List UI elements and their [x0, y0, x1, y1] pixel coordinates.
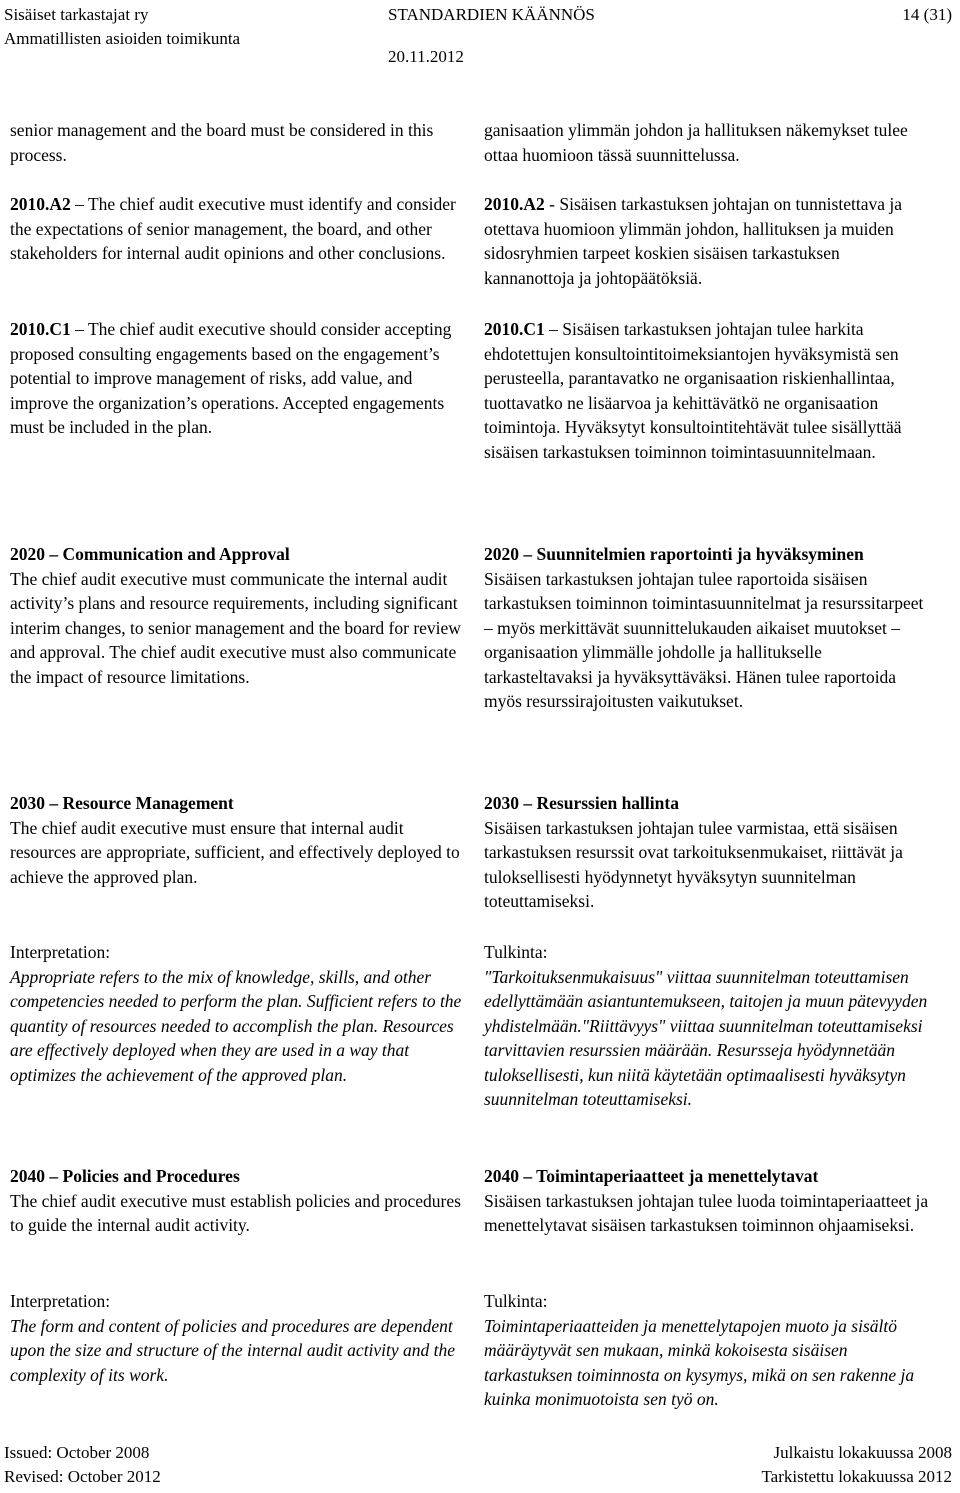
footer-revised: Revised: October 2012 [4, 1467, 161, 1486]
finnish-column [484, 0, 950, 1440]
header-organization: Sisäiset tarkastajat ry [4, 5, 149, 24]
section-title: 2030 – Resurssien hallinta [484, 793, 679, 813]
header-document-title: STANDARDIEN KÄÄNNÖS [388, 5, 595, 24]
standard-text: – The chief audit executive should consider accepting proposed consulting engagements based on the engagement’s potential to improve management of risks, add value, and improve the organization’s operations. Accepted engagements must be included in the plan. [10, 319, 452, 437]
interpretation-label: Tulkinta: [484, 1291, 548, 1311]
section-text: Sisäisen tarkastuksen johtajan tulee varmistaa, että sisäisen tarkastuksen resurssit ovat tarkoituksenmukaiset, riittävät ja tuloksellisesti hyödynnetyt hyväksytyn suunnitelman toteuttamiseksi. [484, 817, 903, 911]
section-text: The chief audit executive must communicate the internal audit activity’s plans and resource requirements, including significant interim changes, to senior management and the board for review and approval. The chief audit executive must also communicate the impact of resource limitations. [10, 568, 461, 687]
interpretation-text: The form and content of policies and procedures are dependent upon the size and structure of the internal audit activity and the complexity of its work. [10, 1315, 456, 1385]
paragraph-continued: senior management and the board must be considered in this process. [10, 120, 434, 165]
header-page-number: 14 (31) [902, 5, 952, 24]
interpretation-label: Tulkinta: [484, 942, 548, 962]
standard-code: 2010.C1 [10, 319, 71, 339]
standard-code: 2010.A2 [10, 194, 71, 214]
section-text: Sisäisen tarkastuksen johtajan tulee luoda toimintaperiaatteet ja menettelytavat sisäisen tarkastuksen toiminnon ohjaamiseksi. [484, 1190, 929, 1235]
footer-tarkistettu: Tarkistettu lokakuussa 2012 [761, 1467, 952, 1486]
standard-text: – The chief audit executive must identify and consider the expectations of senior management, the board, and other stakeholders for internal audit opinions and other conclusions. [10, 194, 456, 263]
standard-text: - Sisäisen tarkastuksen johtajan on tunnistettava ja otettava huomioon ylimmän johdon, hallituksen ja muiden sidosryhmien tarpeet koskien sisäisen tarkastuksen kannanottoja ja johtopäätöksiä. [484, 194, 902, 288]
header-date: 20.11.2012 [388, 47, 464, 66]
section-title: 2040 – Policies and Procedures [10, 1166, 240, 1186]
page-footer [0, 1433, 960, 1493]
section-title: 2020 – Suunnitelmien raportointi ja hyväksyminen [484, 544, 864, 564]
section-2020 [484, 542, 934, 714]
interpretation-label: Interpretation: [10, 1291, 111, 1311]
interpretation-2030 [484, 940, 934, 1112]
english-column [10, 0, 470, 1440]
section-text: Sisäisen tarkastuksen johtajan tulee raportoida sisäisen tarkastuksen toiminnon toimintasuunnitelmat ja resurssitarpeet – myös merkittävät suunnittelukauden aikaiset muutokset – organisaation ylimmälle johdolle ja hallitukselle tarkasteltavaksi ja hyväksyttäväksi. Hänen tulee raportoida myös resurssirajoitusten vaikutukset. [484, 568, 924, 711]
standard-2010-a2 [484, 192, 934, 290]
interpretation-2040 [484, 1289, 934, 1412]
standard-code: 2010.C1 [484, 319, 545, 339]
standard-2010-c1 [484, 317, 934, 464]
interpretation-2040 [10, 1289, 470, 1387]
standard-2010-a2 [10, 192, 470, 266]
interpretation-text: Appropriate refers to the mix of knowledge, skills, and other competencies needed to perform the plan. Sufficient refers to the quantity of resources needed to accomplish the plan. Resources are effectively deployed when they are used in a way that optimizes the achievement of the approved plan. [10, 966, 462, 1085]
interpretation-label: Interpretation: [10, 942, 111, 962]
section-2030 [484, 791, 934, 914]
section-text: The chief audit executive must ensure that internal audit resources are appropriate, sufficient, and effectively deployed to achieve the approved plan. [10, 817, 460, 887]
interpretation-text: "Tarkoituksenmukaisuus" viittaa suunnitelman toteuttamisen edellyttämään asiantuntemukseen, taitojen ja muun pätevyyden yhdistelmään."Riittävyys" viittaa suunnitelman toteuttamiseksi tarvittavien resurssien määrään. Resursseja hyödynnetään tuloksellisesti, kun niitä käytetään optimaalisesti hyväksytyn suunnitelman toteuttamiseksi. [484, 966, 928, 1109]
interpretation-2030 [10, 940, 470, 1087]
section-2040 [484, 1164, 934, 1238]
section-2030 [10, 791, 470, 889]
header-committee: Ammatillisten asioiden toimikunta [4, 29, 241, 48]
standard-2010-c1 [10, 317, 470, 440]
section-title: 2040 – Toimintaperiaatteet ja menettelytavat [484, 1166, 819, 1186]
standard-code: 2010.A2 [484, 194, 545, 214]
standard-text: – Sisäisen tarkastuksen johtajan tulee harkita ehdotettujen konsultointitoimeksiantojen hyväksymistä sen perusteella, parantavatko ne organisaation riskienhallintaa, tuottavatko ne lisäarvoa ja kehittävätkö ne organisaation toimintoja. Hyväksytyt konsultointitehtävät tulee sisällyttää sisäisen tarkastuksen toiminnon toimintasuunnitelmaan. [484, 319, 902, 462]
section-title: 2020 – Communication and Approval [10, 544, 290, 564]
footer-julkaistu: Julkaistu lokakuussa 2008 [773, 1443, 952, 1462]
section-text: The chief audit executive must establish policies and procedures to guide the internal audit activity. [10, 1190, 461, 1235]
section-2040 [10, 1164, 470, 1238]
section-2020 [10, 542, 470, 689]
section-title: 2030 – Resource Management [10, 793, 234, 813]
paragraph-continued: ganisaation ylimmän johdon ja hallituksen näkemykset tulee ottaa huomioon tässä suunnittelussa. [484, 120, 908, 165]
footer-issued: Issued: October 2008 [4, 1443, 150, 1462]
interpretation-text: Toimintaperiaatteiden ja menettelytapojen muoto ja sisältö määräytyvät sen mukaan, minkä kokoisesta sisäisen tarkastuksen toiminnosta on kysymys, mikä on sen rakenne ja kuinka monimuotoista sen työ on. [484, 1315, 915, 1409]
